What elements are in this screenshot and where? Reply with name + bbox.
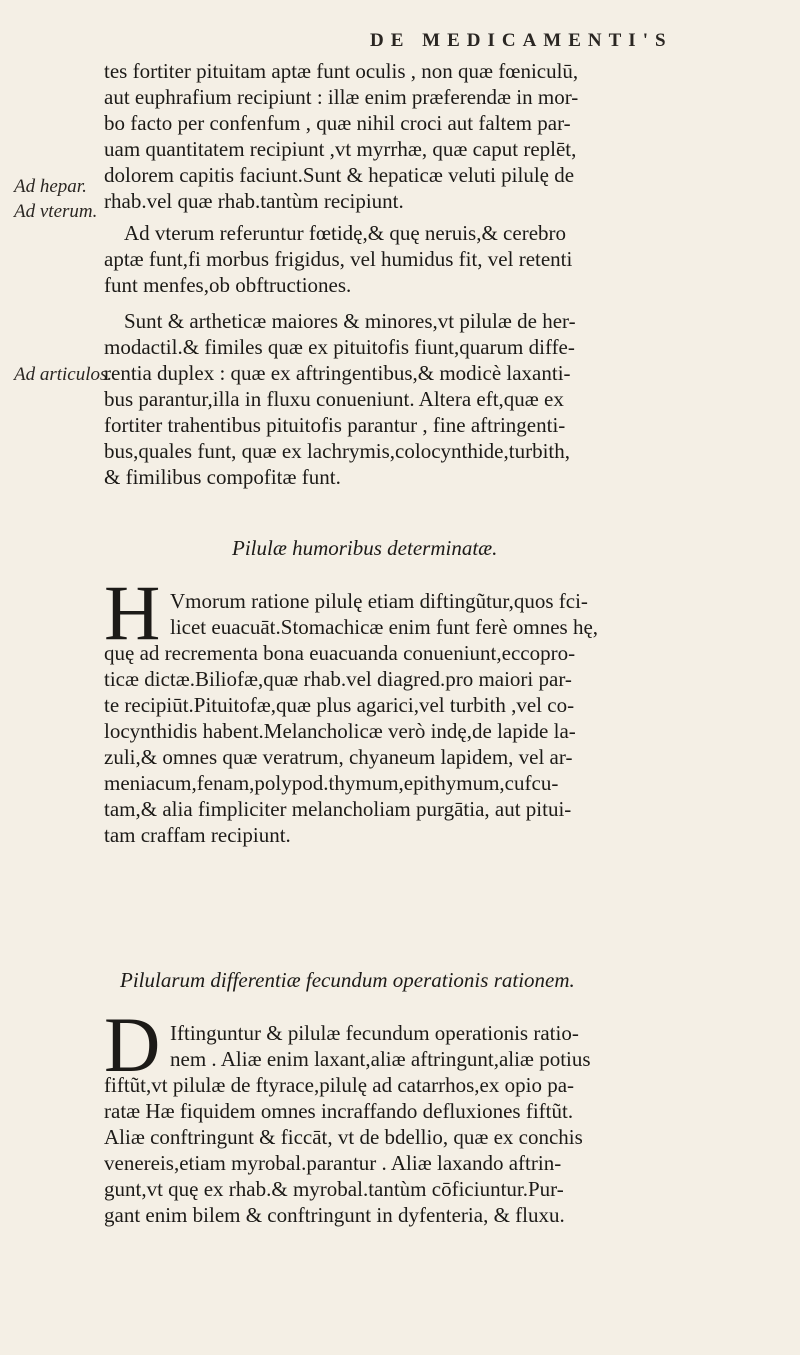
text-line: Aliæ conftringunt & ficcāt, vt de bdellio, quæ ex conchis: [104, 1125, 583, 1149]
text-line: Ad vterum referuntur fœtidę,& quę neruis,& cerebro: [124, 221, 567, 245]
text-line: licet euacuāt.Stomachicæ enim funt ferè omnes hę,: [170, 615, 599, 639]
text-line: bo facto per confenfum , quæ nihil croci aut faltem par-: [104, 111, 571, 135]
text-line: uam quantitatem recipiunt ,vt myrrhæ, quæ caput replēt,: [104, 137, 577, 161]
text-line: rhab.vel quæ rhab.tantùm recipiunt.: [104, 189, 404, 213]
text-line: Vmorum ratione pilulę etiam diftingũtur,quos fci-: [170, 589, 588, 613]
margin-note-hepar: Ad hepar.: [14, 176, 87, 197]
text-line: te recipiūt.Pituitofæ,quæ plus agarici,vel turbith ,vel co-: [104, 693, 575, 717]
text-line: Iftinguntur & pilulæ fecundum operationis ratio-: [170, 1021, 579, 1045]
text-line: venereis,etiam myrobal.parantur . Aliæ laxando aftrin-: [104, 1151, 562, 1175]
text-line: meniacum,fenam,polypod.thymum,epithymum,cufcu-: [104, 771, 559, 795]
text-line: modactil.& fimiles quæ ex pituitofis fiunt,quarum diffe-: [104, 335, 575, 359]
section-heading: Pilularum differentiæ fecundum operationis rationem.: [120, 968, 575, 992]
text-line: aut euphrafium recipiunt : illæ enim præferendæ in mor-: [104, 85, 579, 109]
text-line: ratæ Hæ fiquidem omnes incraffando defluxiones fiftũt.: [104, 1099, 574, 1123]
text-line: bus,quales funt, quæ ex lachrymis,colocynthide,turbith,: [104, 439, 570, 463]
section-heading: Pilulæ humoribus determinatæ.: [232, 536, 498, 560]
text-line: bus parantur,illa in fluxu conueniunt. Altera eft,quæ ex: [104, 387, 564, 411]
text-line: fiftũt,vt pilulæ de ftyrace,pilulę ad catarrhos,ex opio pa-: [104, 1073, 575, 1097]
drop-cap: D: [104, 1001, 161, 1088]
text-line: & fimilibus compofitæ funt.: [104, 465, 341, 489]
text-line: rentia duplex : quæ ex aftringentibus,& modicè laxanti-: [104, 361, 571, 385]
text-line: Sunt & artheticæ maiores & minores,vt pilulæ de her-: [124, 309, 576, 333]
running-header: DE MEDICAMENTI'S: [370, 30, 673, 51]
text-line: zuli,& omnes quæ veratrum, chyaneum lapidem, vel ar-: [104, 745, 573, 769]
text-line: dolorem capitis faciunt.Sunt & hepaticæ veluti pilulę de: [104, 163, 575, 187]
text-line: tam,& alia fimpliciter melancholiam purgātia, aut pitui-: [104, 797, 572, 821]
text-line: locynthidis habent.Melancholicæ verò indę,de lapide la-: [104, 719, 576, 743]
margin-note-vterum: Ad vterum.: [14, 201, 98, 222]
text-line: aptæ funt,fi morbus frigidus, vel humidus fit, vel retenti: [104, 247, 573, 271]
text-line: gant enim bilem & conftringunt in dyfenteria, & fluxu.: [104, 1203, 565, 1227]
text-line: fortiter trahentibus pituitofis parantur , fine aftringenti-: [104, 413, 566, 437]
text-line: nem . Aliæ enim laxant,aliæ aftringunt,aliæ potius: [170, 1047, 591, 1071]
drop-cap: H: [104, 569, 161, 656]
text-line: ticæ dictæ.Biliofæ,quæ rhab.vel diagred.pro maiori par-: [104, 667, 572, 691]
text-line: tam craffam recipiunt.: [104, 823, 291, 847]
text-line: quę ad recrementa bona euacuanda conueniunt,eccopro-: [104, 641, 576, 665]
text-line: tes fortiter pituitam aptæ funt oculis , non quæ fœniculū,: [104, 59, 579, 83]
text-line: gunt,vt quę ex rhab.& myrobal.tantùm cōficiuntur.Pur-: [104, 1177, 564, 1201]
margin-note-articulos: Ad articulos.: [14, 364, 113, 385]
text-line: funt menfes,ob obftructiones.: [104, 273, 352, 297]
